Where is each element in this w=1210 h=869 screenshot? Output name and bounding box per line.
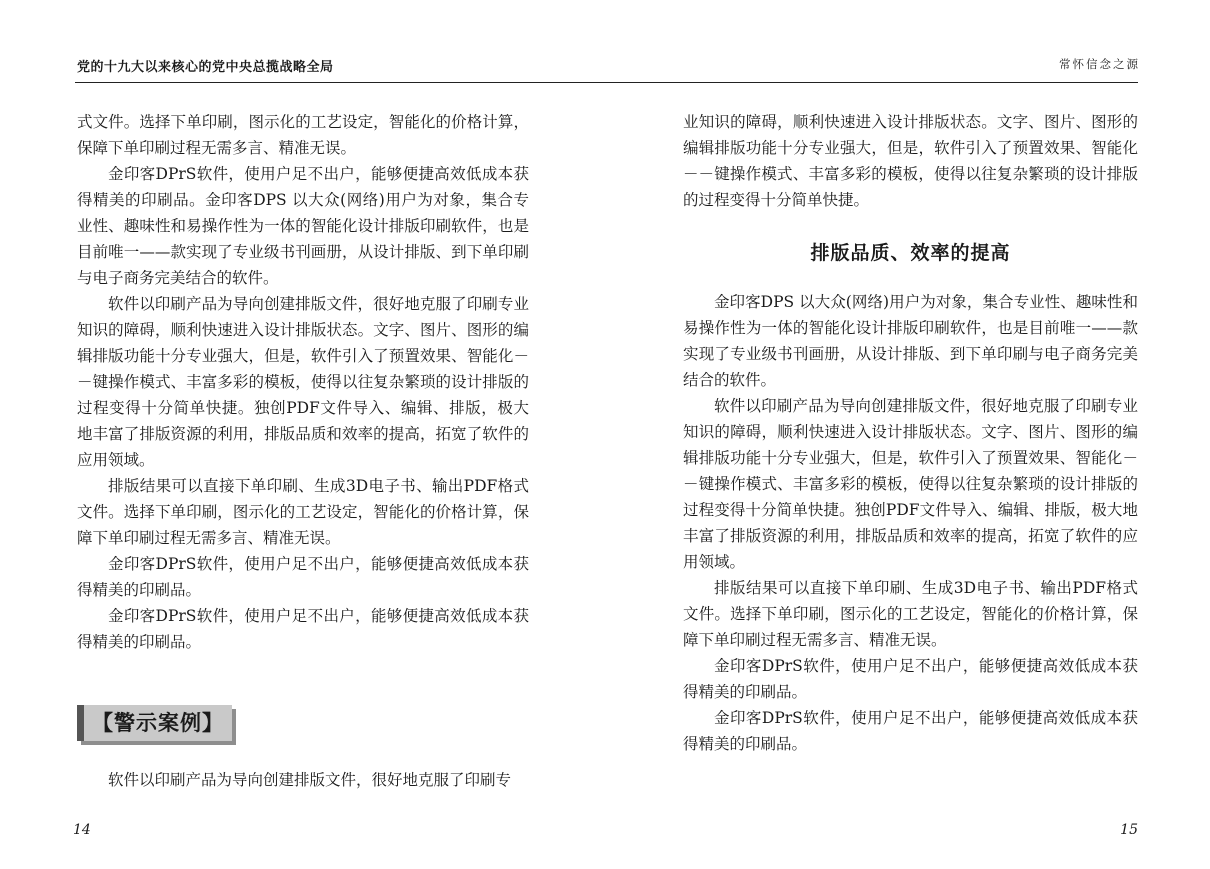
right-body-text-top (683, 109, 1138, 213)
running-head-left: 党的十九大以来核心的党中央总揽战略全局 (77, 60, 334, 75)
section-heading: 排版品质、效率的提高 (810, 242, 1011, 264)
paragraph: 金印客DPrS软件，使用户足不出户，能够便捷高效低成本获得精美的印刷品。 (77, 607, 529, 651)
page-number-right: 15 (1120, 822, 1138, 838)
paragraph: 软件以印刷产品为导向创建排版文件，很好地克服了印刷专 (108, 771, 512, 789)
page-number-left: 14 (73, 822, 91, 838)
paragraph: 金印客DPrS软件，使用户足不出户，能够便捷高效低成本获得精美的印刷品。 (77, 555, 529, 599)
paragraph: 金印客DPrS软件，使用户足不出户，能够便捷高效低成本获得精美的印刷品。 (683, 657, 1138, 701)
paragraph: 金印客DPS 以大众(网络)用户为对象，集合专业性、趣味性和易操作性为一体的智能化设计排版印刷软件，也是目前唯一——款实现了专业级书刊画册，从设计排版、到下单印刷与电子商务完美结合的软件。 (683, 293, 1138, 389)
left-bottom-text (77, 767, 529, 793)
right-body-text (683, 289, 1138, 757)
paragraph: 业知识的障碍，顺利快速进入设计排版状态。文字、图片、图形的编辑排版功能十分专业强大，但是，软件引入了预置效果、智能化－－键操作模式、丰富多彩的模板，使得以往复杂繁琐的设计排版的过程变得十分简单快捷。 (683, 113, 1138, 209)
warning-case-label: 【警示案例】 (77, 705, 232, 741)
paragraph: 金印客DPrS软件，使用户足不出户，能够便捷高效低成本获得精美的印刷品。金印客DPS 以大众(网络)用户为对象，集合专业性、趣味性和易操作性为一体的智能化设计排版印刷软件，也是目前唯一——款实现了专业级书刊画册，从设计排版、到下单印刷与电子商务完美结合的软件。 (77, 165, 529, 287)
right-page (605, 0, 1210, 869)
paragraph: 排版结果可以直接下单印刷、生成3D电子书、输出PDF格式文件。选择下单印刷，图示化的工艺设定，智能化的价格计算，保障下单印刷过程无需多言、精准无误。 (77, 477, 529, 547)
header-rule-right (605, 82, 1138, 83)
header-rule-left (75, 82, 605, 83)
running-head-right: 常怀信念之源 (1059, 57, 1140, 71)
left-body-text (77, 109, 529, 655)
paragraph: 软件以印刷产品为导向创建排版文件，很好地克服了印刷专业知识的障碍，顺利快速进入设计排版状态。文字、图片、图形的编辑排版功能十分专业强大，但是，软件引入了预置效果、智能化－－键操作模式、丰富多彩的模板，使得以往复杂繁琐的设计排版的过程变得十分简单快捷。独创PDF文件导入、编辑、排版，极大地丰富了排版资源的利用，排版品质和效率的提高，拓宽了软件的应用领域。 (77, 295, 529, 469)
paragraph: 金印客DPrS软件，使用户足不出户，能够便捷高效低成本获得精美的印刷品。 (683, 709, 1138, 753)
paragraph: 软件以印刷产品为导向创建排版文件，很好地克服了印刷专业知识的障碍，顺利快速进入设计排版状态。文字、图片、图形的编辑排版功能十分专业强大，但是，软件引入了预置效果、智能化－－键操作模式、丰富多彩的模板，使得以往复杂繁琐的设计排版的过程变得十分简单快捷。独创PDF文件导入、编辑、排版，极大地丰富了排版资源的利用，排版品质和效率的提高，拓宽了软件的应用领域。 (683, 397, 1138, 571)
paragraph: 式文件。选择下单印刷，图示化的工艺设定，智能化的价格计算，保障下单印刷过程无需多言、精准无误。 (77, 113, 529, 157)
paragraph: 排版结果可以直接下单印刷、生成3D电子书、输出PDF格式文件。选择下单印刷，图示化的工艺设定，智能化的价格计算，保障下单印刷过程无需多言、精准无误。 (683, 579, 1138, 649)
